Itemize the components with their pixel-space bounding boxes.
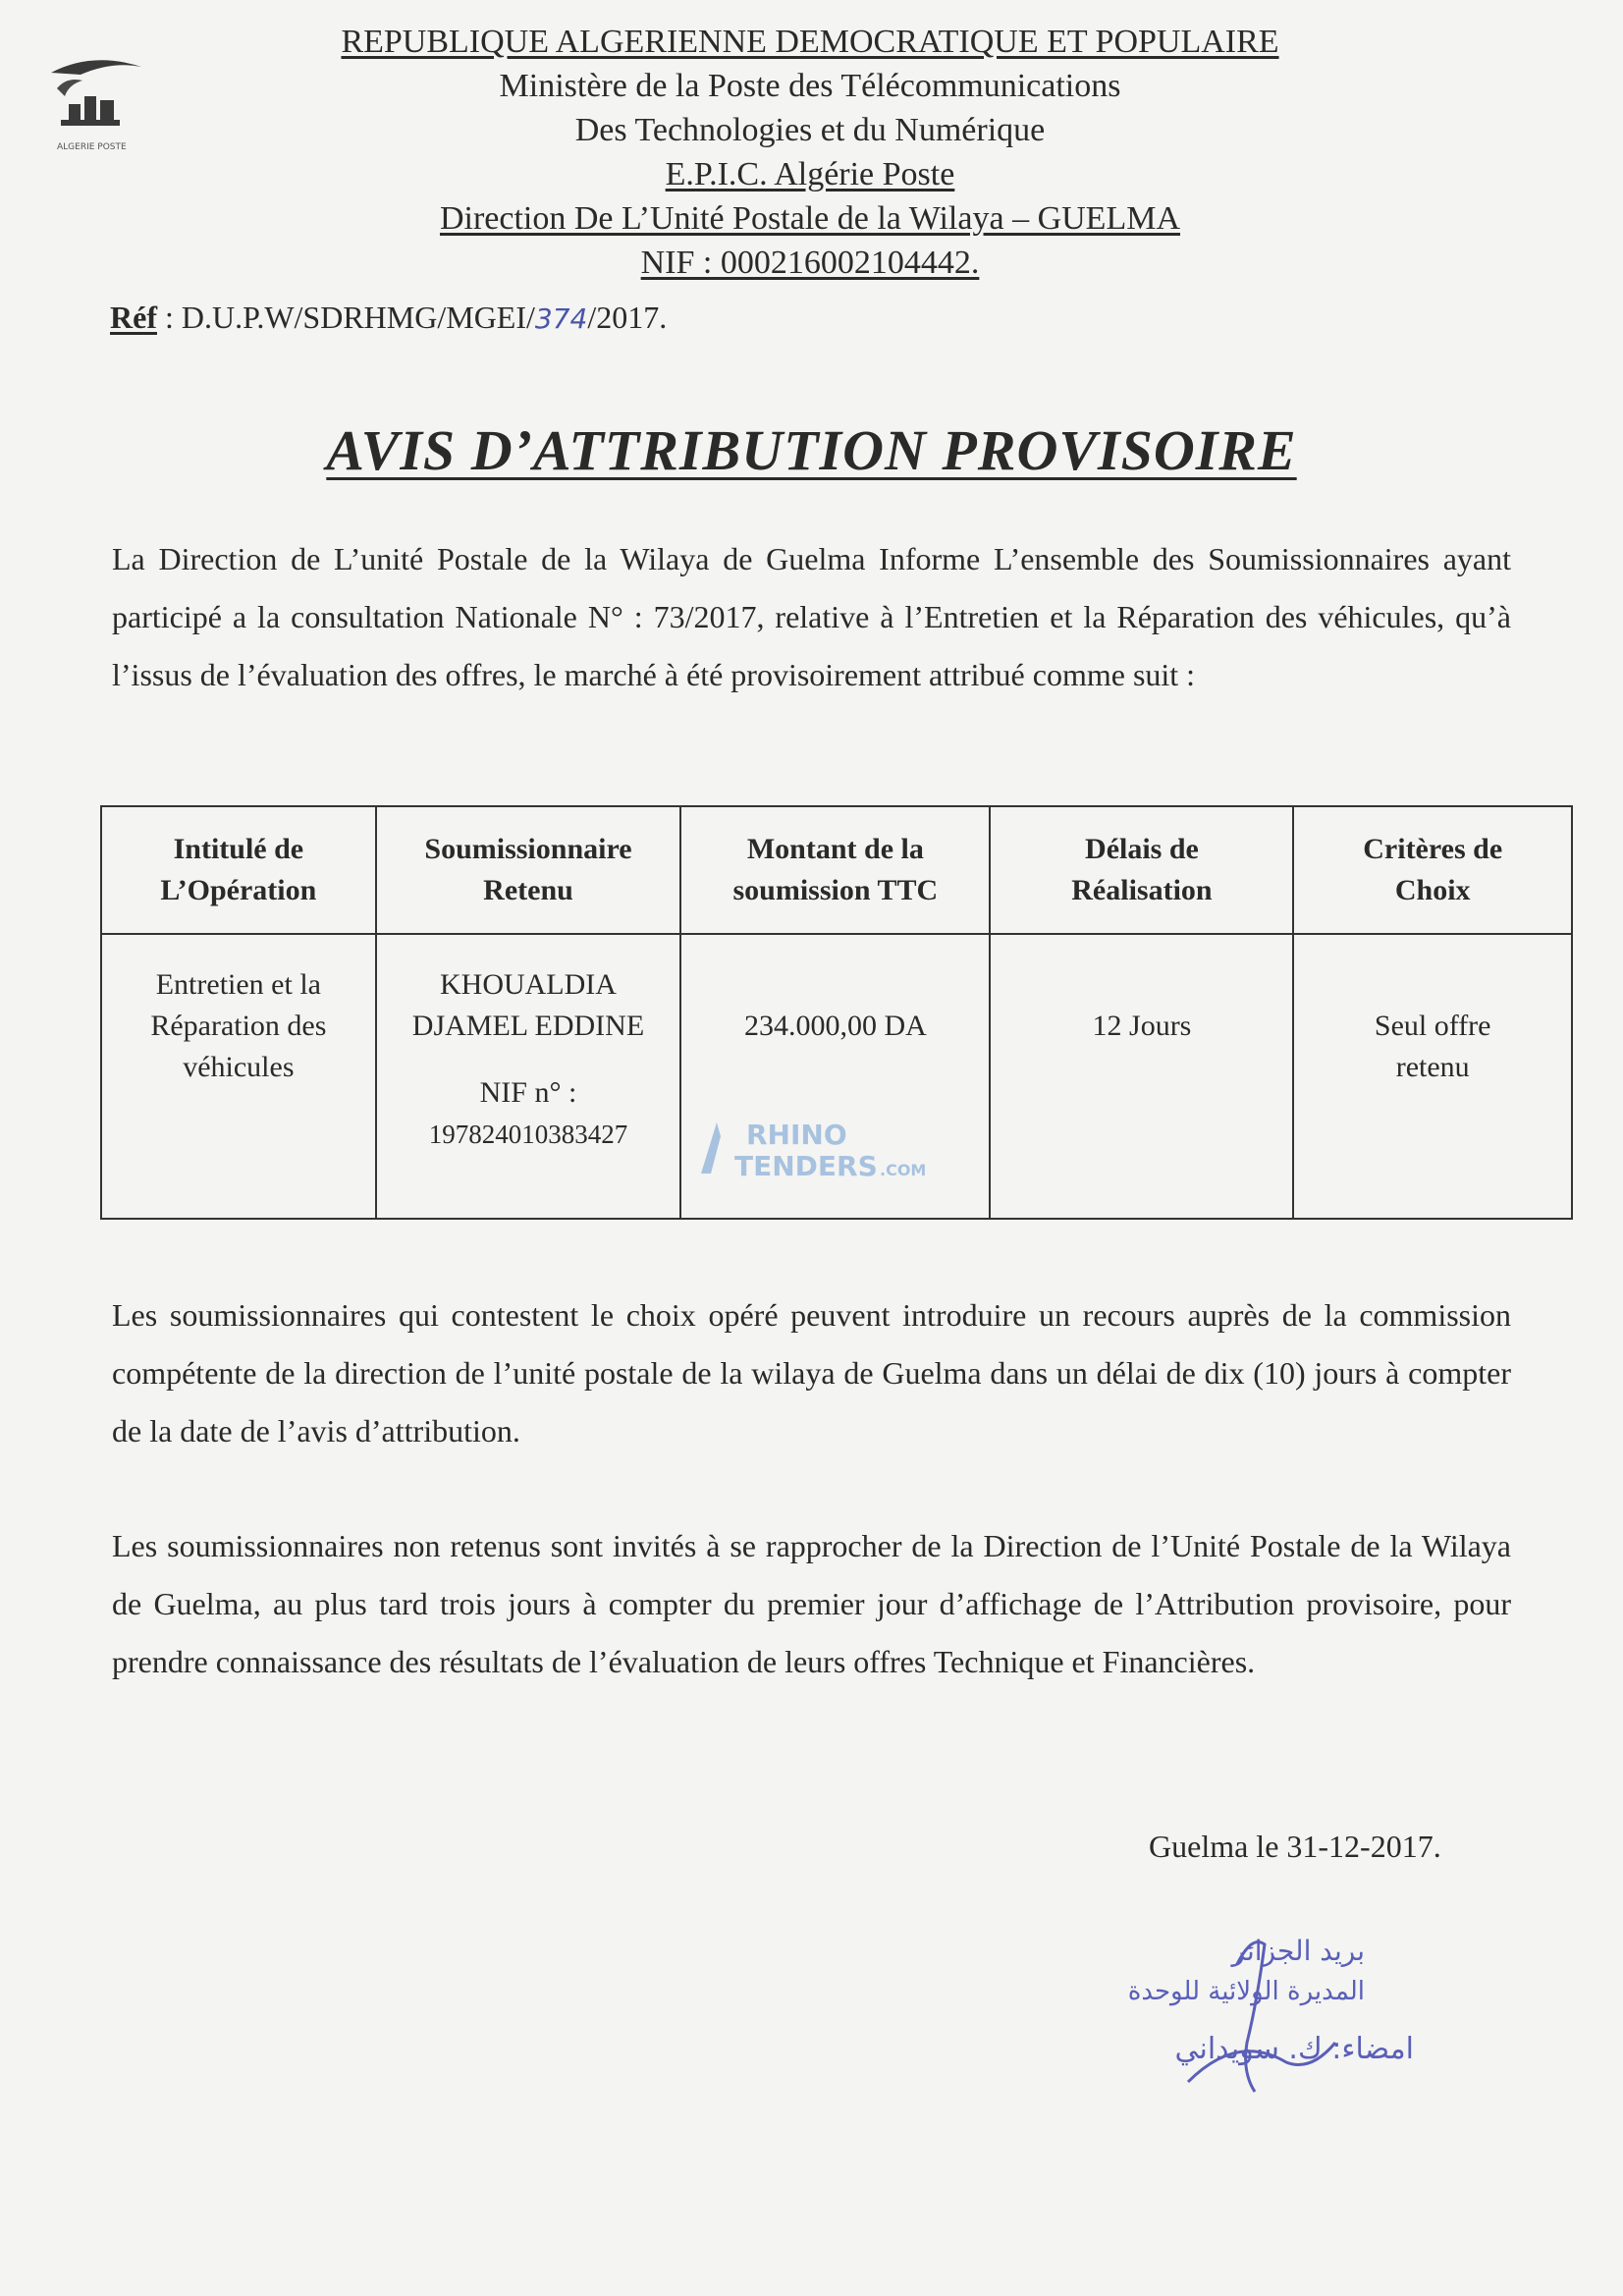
header-criteres-line2: Choix bbox=[1394, 874, 1471, 906]
header-delais-line1: Délais de bbox=[1085, 833, 1199, 865]
header-ministere: Ministère de la Poste des Télécommunications bbox=[499, 68, 1121, 104]
cell-operation-line2: Réparation des bbox=[150, 1010, 327, 1042]
document-title: AVIS D’ATTRIBUTION PROVISOIRE bbox=[326, 418, 1297, 482]
header-montant bbox=[680, 806, 990, 934]
cell-soumissionnaire bbox=[376, 934, 681, 1219]
header-montant-line1: Montant de la bbox=[746, 833, 924, 865]
header-soumissionnaire bbox=[376, 806, 681, 934]
cell-operation bbox=[101, 934, 376, 1219]
header-operation bbox=[101, 806, 376, 934]
cell-criteres-line1: Seul offre bbox=[1374, 1010, 1491, 1042]
cell-criteres bbox=[1293, 934, 1572, 1219]
rhino-tenders-watermark bbox=[687, 1115, 943, 1183]
header-soumissionnaire-line2: Retenu bbox=[483, 874, 573, 906]
recours-paragraph: Les soumissionnaires qui contestent le choix opéré peuvent introduire un recours auprès de la commission compétente de la direction de l’unité postale de la wilaya de Guelma dans un délai de dix (10) jours à compter de la date de l’avis d’attribution. bbox=[112, 1297, 1511, 1449]
header-technologies: Des Technologies et du Numérique bbox=[574, 112, 1046, 148]
letterhead bbox=[245, 20, 1375, 285]
header-epic: E.P.I.C. Algérie Poste bbox=[665, 156, 955, 192]
watermark-line2: TENDERS bbox=[734, 1150, 878, 1182]
reference-suffix: /2017. bbox=[587, 300, 668, 335]
header-direction: Direction De L’Unité Postale de la Wilaya – GUELMA bbox=[439, 200, 1180, 237]
header-operation-line2: L’Opération bbox=[160, 874, 317, 906]
non-retenus-paragraph: Les soumissionnaires non retenus sont invités à se rapprocher de la Direction de l’Unité Postale de la Wilaya de Guelma, au plus tard trois jours à compter du premier jour d’affichage de l’Attribution provisoire, pour prendre connaissance des résultats de l’évaluation de leurs offres Technique et Financières. bbox=[112, 1528, 1511, 1679]
cell-delais: 12 Jours bbox=[990, 934, 1293, 1219]
stamp-line2: المديرة الولائية للوحدة bbox=[1127, 1977, 1365, 2006]
reference-prefix: : D.U.P.W/SDRHMG/MGEI/ bbox=[156, 300, 535, 335]
intro-paragraph: La Direction de L’unité Postale de la Wilaya de Guelma Informe L’ensemble des Soumissionnaires ayant participé a la consultation Nationale N° : 73/2017, relative à l’Entretien et la Réparation des véhicules, qu’à l’issus de l’évaluation des offres, le marché à été provisoirement attribué comme suit : bbox=[112, 541, 1511, 692]
table-header-row bbox=[101, 806, 1572, 934]
header-soumissionnaire-line1: Soumissionnaire bbox=[424, 833, 632, 865]
cell-soumissionnaire-line1: KHOUALDIA bbox=[439, 968, 617, 1001]
header-nif: NIF : 000216002104442. bbox=[640, 245, 980, 281]
cell-criteres-line2: retenu bbox=[1395, 1051, 1470, 1083]
stamp-line3: امضاء: ك. سويداني bbox=[1174, 2032, 1414, 2066]
stamp-line1: بريد الجزائر bbox=[1231, 1935, 1365, 1967]
cell-montant: 234.000,00 DA bbox=[680, 934, 990, 1219]
watermark-suffix: .COM bbox=[880, 1161, 927, 1179]
algerie-poste-logo-icon bbox=[43, 47, 161, 165]
official-stamp-signature bbox=[1041, 1925, 1453, 2102]
logo-caption: ALGERIE POSTE bbox=[57, 142, 127, 152]
reference-line bbox=[110, 300, 667, 336]
cell-soumissionnaire-line2: DJAMEL EDDINE bbox=[411, 1010, 645, 1042]
date-line: Guelma le 31-12-2017. bbox=[1149, 1829, 1441, 1864]
watermark-line1: RHINO bbox=[746, 1119, 847, 1151]
cell-operation-line1: Entretien et la bbox=[155, 968, 321, 1001]
header-montant-line2: soumission TTC bbox=[732, 874, 939, 906]
header-criteres-line1: Critères de bbox=[1363, 833, 1503, 865]
cell-operation-line3: véhicules bbox=[183, 1051, 295, 1083]
cell-nif-label: NIF n° : bbox=[479, 1076, 577, 1109]
cell-nif-value: 197824010383427 bbox=[428, 1120, 628, 1149]
header-delais bbox=[990, 806, 1293, 934]
reference-handwritten-number: 374 bbox=[534, 302, 588, 335]
rhino-icon bbox=[701, 1122, 721, 1174]
header-operation-line1: Intitulé de bbox=[173, 833, 304, 865]
header-republique: REPUBLIQUE ALGERIENNE DEMOCRATIQUE ET POPULAIRE bbox=[341, 24, 1279, 60]
header-delais-line2: Réalisation bbox=[1071, 874, 1213, 906]
header-criteres bbox=[1293, 806, 1572, 934]
reference-label: Réf bbox=[110, 300, 157, 335]
